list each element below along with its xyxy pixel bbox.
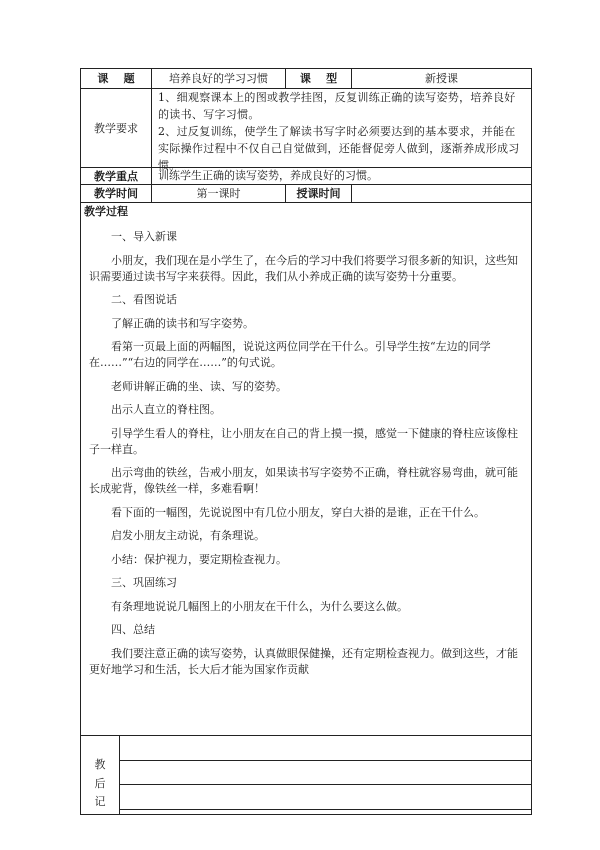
- key-point-label: 教学重点: [81, 168, 152, 184]
- reflection-label-cell: [81, 736, 120, 814]
- reflection-section: [81, 736, 531, 814]
- paragraph: 出示人直立的脊柱图。: [111, 403, 221, 416]
- paragraph: 小朋友，我们现在是小学生了，在今后的学习中我们将要学习很多新的知识，这些知识需要通过读书写字来获得。因此，我们从小养成正确的读写姿势十分重要。: [89, 253, 518, 283]
- section-heading: 二、看图说话: [111, 293, 177, 306]
- reflection-char: 教: [94, 758, 106, 771]
- teach-time-value: [352, 185, 531, 202]
- reflection-char: 后: [94, 777, 106, 790]
- objectives-row: [81, 89, 531, 172]
- section-heading: 四、总结: [111, 623, 155, 636]
- key-point-row: [81, 168, 531, 185]
- time-value: 第一课时: [152, 185, 286, 202]
- process-body: [89, 229, 523, 685]
- header-row: [81, 69, 531, 89]
- type-value: 新授课: [425, 72, 458, 85]
- key-point-value: 训练学生正确的读写姿势，养成良好的习惯。: [158, 169, 378, 182]
- process-label: 教学过程: [84, 205, 128, 218]
- time-label: 教学时间: [81, 185, 152, 202]
- lesson-plan-table: [80, 68, 532, 815]
- writing-line: [119, 736, 531, 761]
- objective-item: 1、细观察课本上的图或教学挂图，反复训练正确的读写姿势，培养良好的读书、写字习惯。: [158, 91, 516, 121]
- section-heading: 三、巩固练习: [111, 576, 177, 589]
- paragraph: 我们要注意正确的读写姿势，认真做眼保健操，还有定期检查视力。做到这些，才能更好地学习和生活，长大后才能为国家作贡献: [89, 646, 518, 676]
- paragraph: 有条理地说说几幅图上的小朋友在干什么，为什么要这么做。: [111, 599, 408, 613]
- paragraph: 引导学生看人的脊柱，让小朋友在自己的背上摸一摸，感觉一下健康的脊柱应该像柱子一样直。: [89, 426, 518, 456]
- paragraph: 出示弯曲的铁丝，告戒小朋友，如果读书写字姿势不正确，脊柱就容易弯曲，就可能长成驼背，像铁丝一样，多难看啊！: [89, 466, 518, 495]
- objectives-label: 教学要求: [81, 89, 152, 167]
- reflection-char: 记: [94, 795, 106, 808]
- topic-label: 课 题: [81, 69, 152, 88]
- writing-line: [119, 760, 531, 785]
- paragraph: 看第一页最上面的两幅图，说说这两位同学在干什么。引导学生按“左边的同学在……”“右边的同学在……”的句式说。: [89, 340, 491, 369]
- objective-item: 2、过反复训练，使学生了解读书写字时必须要达到的基本要求，并能在实际操作过程中不仅自己自觉做到，还能督促旁人做到，逐渐养成形成习惯。: [158, 125, 520, 172]
- type-label: 课 型: [286, 69, 352, 88]
- teach-time-label: 授课时间: [286, 185, 352, 202]
- paragraph: 启发小朋友主动说，有条理说。: [111, 529, 265, 542]
- paragraph: 看下面的一幅图，先说说图中有几位小朋友，穿白大褂的是谁，正在干什么。: [111, 505, 485, 519]
- process-row: [81, 203, 531, 736]
- objectives-content: [152, 89, 531, 172]
- topic-value: 培养良好的学习习惯: [152, 69, 286, 88]
- time-row: [81, 185, 531, 203]
- paragraph: 老师讲解正确的坐、读、写的姿势。: [111, 379, 287, 393]
- paragraph: 了解正确的读书和写字姿势。: [111, 316, 254, 330]
- paragraph: 小结：保护视力，要定期检查视力。: [111, 552, 287, 566]
- writing-line: [119, 784, 531, 810]
- section-heading: 一、导入新课: [111, 230, 177, 243]
